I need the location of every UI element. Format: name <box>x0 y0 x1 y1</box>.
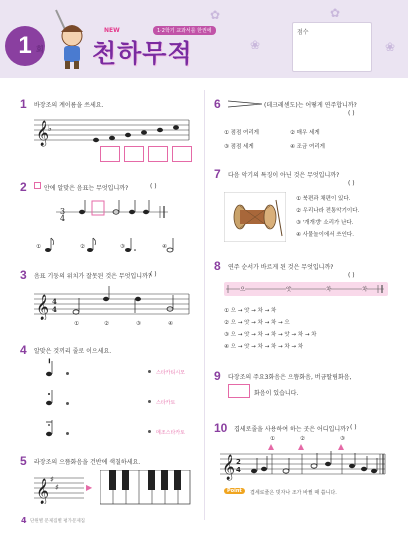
round-suffix: 회 <box>36 45 44 54</box>
flower-decoration: ❀ <box>385 40 396 54</box>
decrescendo-icon <box>228 100 262 108</box>
music-staff <box>220 444 390 484</box>
answer-paren[interactable]: ( ) <box>150 271 157 278</box>
mark-4: ④ <box>168 321 173 327</box>
question-text: 라장조의 으뜸화음을 건반에 색칠하세요. <box>34 459 141 466</box>
choice-4[interactable]: ④ 사물놀이에서 쓰인다. <box>296 232 354 238</box>
sequence-syllable: 앗 <box>286 287 292 293</box>
answer-paren[interactable]: ( ) <box>348 180 355 187</box>
blank-box-icon <box>34 182 41 189</box>
choice-1[interactable]: ① <box>36 244 41 250</box>
mark-1: ① <box>270 436 275 442</box>
choice-4[interactable]: ④ 으 → 앗 → 차 → 차 → 차 → 차 <box>224 344 304 350</box>
question-text: 다음 악기의 특징이 아닌 것은 무엇입니까? <box>228 172 340 179</box>
score-label: 점수 <box>297 29 309 36</box>
svg-text:♯: ♯ <box>50 475 54 484</box>
choice-2[interactable]: ② <box>80 244 85 250</box>
mark-1: ① <box>74 321 79 327</box>
svg-text:𝄞: 𝄞 <box>36 479 50 504</box>
flower-decoration: ❀ <box>250 38 261 52</box>
svg-text:2: 2 <box>236 458 241 466</box>
sequence-syllable: 으 <box>240 287 246 293</box>
svg-text:♯: ♯ <box>55 483 59 492</box>
arrow-icon: ▶ <box>86 483 93 492</box>
question-text: 안에 알맞은 음표는 무엇입니까? <box>44 185 129 192</box>
answer-paren[interactable]: ( ) <box>150 183 157 190</box>
flower-decoration: ✿ <box>210 8 221 22</box>
answer-box[interactable] <box>148 146 168 162</box>
sequence-syllable: 차 <box>362 287 368 293</box>
answer-paren[interactable]: ( ) <box>348 110 355 117</box>
mark-2: ② <box>104 321 109 327</box>
question-number: 3 <box>20 268 27 282</box>
choice-4[interactable]: ④ 조금 여리게 <box>290 144 325 150</box>
point-text: 겹세로줄은 빗자나 조가 바뀔 때 씁니다. <box>250 490 337 496</box>
sequence-syllable: 차 <box>326 287 332 293</box>
svg-text:𝄞: 𝄞 <box>36 295 50 320</box>
choice-2[interactable]: ② 매우 세게 <box>290 130 320 136</box>
question-text: 음표 기둥의 위치가 잘못된 것은 무엇입니까? <box>34 273 152 280</box>
music-staff <box>34 112 194 148</box>
match-dot-left[interactable] <box>66 372 69 375</box>
mark-3: ③ <box>136 321 141 327</box>
match-dot-right[interactable] <box>148 400 151 403</box>
choice-1[interactable]: ① 북편과 채편이 있다. <box>296 196 351 202</box>
question-number: 6 <box>214 97 221 111</box>
match-dot-left[interactable] <box>66 402 69 405</box>
question-number: 4 <box>20 343 27 357</box>
question-number: 8 <box>214 259 221 273</box>
svg-text:4: 4 <box>52 305 57 314</box>
svg-text:4: 4 <box>236 466 241 474</box>
svg-text:3: 3 <box>60 207 66 216</box>
question-text: 바장조의 계이름을 쓰세요. <box>34 102 104 109</box>
note-choices <box>44 236 184 254</box>
choice-4[interactable]: ④ <box>162 244 167 250</box>
tagline: 1·2학기 교과서를 한권에 <box>153 26 216 35</box>
answer-box[interactable] <box>124 146 144 162</box>
question-text: 알맞은 것끼리 줄로 이으세요. <box>34 348 112 355</box>
piano-keyboard[interactable] <box>100 470 192 506</box>
match-dot-left[interactable] <box>66 432 69 435</box>
choice-3[interactable]: ③ <box>120 244 125 250</box>
svg-text:♭: ♭ <box>48 124 52 133</box>
choice-1[interactable]: ① 으 → 앗 → 차 → 차 <box>224 308 277 314</box>
page-number: 4 <box>21 516 27 525</box>
rhythm-staff <box>56 196 176 228</box>
answer-paren[interactable]: ( ) <box>348 272 355 279</box>
choice-2[interactable]: ② 우리나라 전통악기이다. <box>296 208 360 214</box>
match-label: 스타카토 <box>156 400 176 406</box>
book-title: 천하무적 <box>92 39 193 68</box>
question-text: 다장조의 주요3화음은 으뜸화음, 버금딸림화음, <box>228 374 352 381</box>
choice-1[interactable]: ① 점점 여리게 <box>224 130 259 136</box>
answer-box[interactable] <box>172 146 192 162</box>
footer-text: 단원별 문제집별 평가문제집 <box>30 519 86 524</box>
svg-text:╹: ╹ <box>47 359 52 368</box>
point-badge: Point <box>224 488 245 494</box>
column-divider <box>204 90 205 520</box>
mark-3: ③ <box>340 436 345 442</box>
question-text-cont: 화음이 있습니다. <box>254 390 299 397</box>
svg-text:𝄞: 𝄞 <box>36 121 50 146</box>
choice-3[interactable]: ③ 으 → 앗 → 차 → 차 → 앗 → 차 → 차 <box>224 332 317 338</box>
svg-text:4: 4 <box>60 214 66 223</box>
choice-3[interactable]: ③ 점점 세게 <box>224 144 254 150</box>
score-box[interactable] <box>292 22 372 72</box>
music-staff <box>34 286 194 320</box>
choice-3[interactable]: ③ '개개갱' 소리가 난다. <box>296 220 354 226</box>
match-label: 메조스타카토 <box>156 430 185 436</box>
question-number: 9 <box>214 369 221 383</box>
character-illustration <box>50 6 88 70</box>
round-number-badge: 1 <box>5 26 45 66</box>
mark-2: ② <box>300 436 305 442</box>
question-number: 2 <box>20 180 27 194</box>
svg-text:4: 4 <box>52 297 57 306</box>
match-dot-right[interactable] <box>148 430 151 433</box>
question-text: 겹세로줄을 사용하여 하는 곳은 어디입니까? <box>234 426 350 433</box>
answer-box[interactable] <box>228 384 250 398</box>
articulation-notes <box>44 358 64 458</box>
match-dot-right[interactable] <box>148 370 151 373</box>
new-tag: NEW <box>104 27 120 34</box>
question-number: 10 <box>214 421 228 435</box>
question-text: 연주 순서가 바르게 된 것은 무엇입니까? <box>228 264 334 271</box>
answer-paren[interactable]: ( ) <box>350 424 357 431</box>
question-number: 7 <box>214 167 221 181</box>
choice-2[interactable]: ② 으 → 앗 → 차 → 차 → 으 <box>224 320 290 326</box>
answer-box[interactable] <box>100 146 120 162</box>
match-label: 스타카티시모 <box>156 370 185 376</box>
question-number: 1 <box>20 97 27 111</box>
flower-decoration: ✿ <box>330 6 341 20</box>
question-number: 5 <box>20 454 27 468</box>
question-text: (데크레센도)는 어떻게 연주합니까? <box>264 102 357 109</box>
svg-text:𝄞: 𝄞 <box>222 455 236 480</box>
key-signature-staff <box>34 470 94 504</box>
janggu-drum-image <box>224 192 286 242</box>
